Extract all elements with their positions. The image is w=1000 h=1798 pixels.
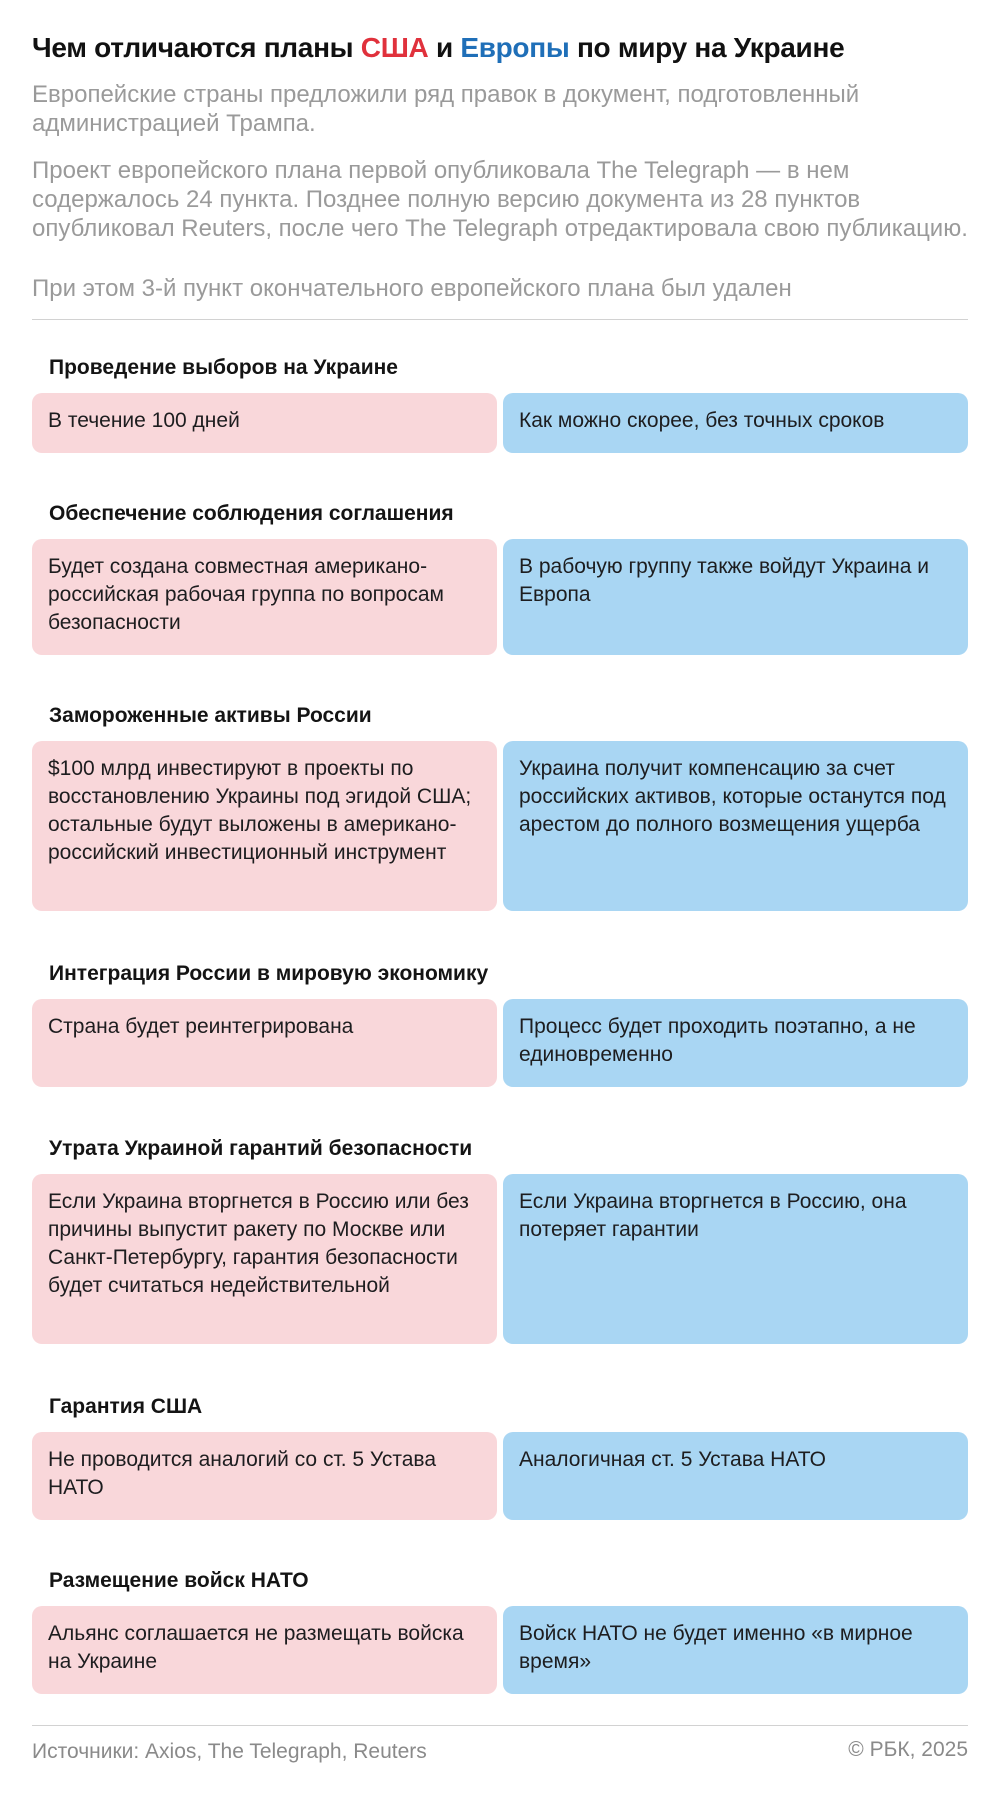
usa-plan-card: Если Украина вторгнется в Россию или без причины выпустит ракету по Москве или Санкт-Петербургу, гарантия безопасности будет считаться недействительной xyxy=(32,1174,497,1344)
title-text-start: Чем отличаются планы xyxy=(32,32,361,63)
usa-plan-card: Страна будет реинтегрирована xyxy=(32,999,497,1087)
section-title: Интеграция России в мировую экономику xyxy=(49,962,489,985)
usa-plan-card: Не проводится аналогий со ст. 5 Устава НАТО xyxy=(32,1432,497,1520)
title-europe-word: Европы xyxy=(460,32,570,63)
copyright: © РБК, 2025 xyxy=(848,1738,968,1761)
subtitle-note: При этом 3-й пункт окончательного европейского плана был удален xyxy=(32,275,792,302)
europe-plan-card: Как можно скорее, без точных сроков xyxy=(503,393,968,453)
section-title: Замороженные активы России xyxy=(49,704,372,727)
section-title: Гарантия США xyxy=(49,1395,203,1418)
footer-divider xyxy=(32,1725,968,1726)
subtitle-intro: Европейские страны предложили ряд правок в документ, подготовленный администрацией Трампа. xyxy=(32,81,860,137)
infographic xyxy=(32,0,968,1798)
section-title: Обеспечение соблюдения соглашения xyxy=(49,502,454,525)
europe-plan-card: В рабочую группу также войдут Украина и Европа xyxy=(503,539,968,655)
title-text-end: по миру на Украине xyxy=(569,32,845,63)
usa-plan-card: Альянс соглашается не размещать войска на Украине xyxy=(32,1606,497,1694)
sources-note: Источники: Axios, The Telegraph, Reuters xyxy=(32,1740,427,1763)
europe-plan-card: Аналогичная ст. 5 Устава НАТО xyxy=(503,1432,968,1520)
europe-plan-card: Процесс будет проходить поэтапно, а не единовременно xyxy=(503,999,968,1087)
header-divider xyxy=(32,319,968,320)
title-usa-word: США xyxy=(360,32,429,63)
page-title xyxy=(32,30,968,66)
title-text-and: и xyxy=(428,32,461,63)
section-title: Размещение войск НАТО xyxy=(49,1569,309,1592)
usa-plan-card: В течение 100 дней xyxy=(32,393,497,453)
section-title: Утрата Украиной гарантий безопасности xyxy=(49,1137,473,1160)
subtitle-details: Проект европейского плана первой опубликовала The Telegraph — в нем содержалось 24 пункта. Позднее полную версию документа из 28 пунктов опубликовал Reuters, после чего The Telegraph отредактировала свою публикацию. xyxy=(32,157,968,242)
section-title: Проведение выборов на Украине xyxy=(49,356,398,379)
europe-plan-card: Если Украина вторгнется в Россию, она потеряет гарантии xyxy=(503,1174,968,1344)
usa-plan-card: Будет создана совместная американо-российская рабочая группа по вопросам безопасности xyxy=(32,539,497,655)
usa-plan-card: $100 млрд инвестируют в проекты по восстановлению Украины под эгидой США; остальные будут выложены в американо-российский инвестиционный инструмент xyxy=(32,741,497,911)
europe-plan-card: Войск НАТО не будет именно «в мирное время» xyxy=(503,1606,968,1694)
europe-plan-card: Украина получит компенсацию за счет российских активов, которые останутся под арестом до полного возмещения ущерба xyxy=(503,741,968,911)
